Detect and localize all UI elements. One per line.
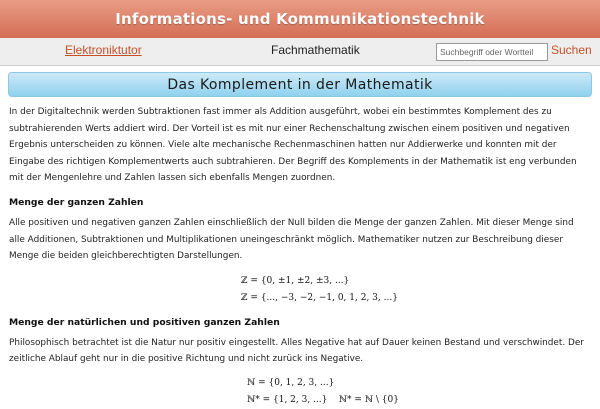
formula-natural-1: ℕ = {0, 1, 2, 3, ...} xyxy=(247,377,335,388)
page-title: Das Komplement in der Mathematik xyxy=(167,76,433,93)
formula-integers-2: ℤ = {..., −3, −2, −1, 0, 1, 2, 3, ...} xyxy=(241,292,398,303)
section-heading-natural: Menge der natürlichen und positiven ganzen Zahlen xyxy=(9,316,280,328)
section-text-natural: Philosophisch betrachtet ist die Natur nur positiv eingestellt. Alles Negative hat auf Dauer keinen Bestand und verschwindet. Der zeitliche Ablauf geht nur in die positive Richtung und nicht zurück ins Negative. xyxy=(9,337,584,365)
page-title-box xyxy=(8,72,592,97)
site-title: Informations- und Kommunikationstechnik xyxy=(115,10,485,28)
formula-block-natural xyxy=(247,375,591,409)
nav-bar xyxy=(0,38,600,66)
section-text-integers: Alle positiven und negativen ganzen Zahlen einschließlich der Null bilden die Menge der ganzen Zahlen. Mit dieser Menge sind alle Additionen, Subtraktionen und Multiplikationen uneingeschränkt möglich. Mathematiker nutzen zur Beschreibung dieser Menge die beiden gleichberechtigten Darstellungen. xyxy=(9,217,574,262)
article-body xyxy=(6,104,594,409)
formula-natural-2: ℕ* = {1, 2, 3, ...} ℕ* = ℕ \ {0} xyxy=(247,394,399,405)
nav-link-elektroniktutor[interactable]: Elektroniktutor xyxy=(65,43,142,57)
main-content xyxy=(0,66,600,409)
search-input[interactable] xyxy=(436,43,548,61)
formula-integers-1: ℤ = {0, ±1, ±2, ±3, ...} xyxy=(241,275,350,286)
nav-current-section: Fachmathematik xyxy=(271,43,360,57)
intro-paragraph: In der Digitaltechnik werden Subtraktionen fast immer als Addition ausgeführt, wobei ein bestimmtes Komplement des zu subtrahierenden Werts addiert wird. Der Vorteil ist es mit nur einer Rechenschaltung zwischen einem positiven und negativen Ergebnis unterscheiden zu können. Viele alte mechanische Rechenmaschinen hatten nur Addierwerke und konnten mit der Eingabe des richtigen Komplementwerts auch subtrahieren. Der Begriff des Komplements in der Mathematik ist eng verbunden mit der Mengenlehre und Zahlen lassen sich ebenfalls Mengen zuordnen. xyxy=(9,107,577,184)
search-button[interactable]: Suchen xyxy=(551,43,592,57)
site-banner xyxy=(0,0,600,38)
formula-block-integers xyxy=(241,273,591,307)
section-heading-integers: Menge der ganzen Zahlen xyxy=(9,196,144,208)
